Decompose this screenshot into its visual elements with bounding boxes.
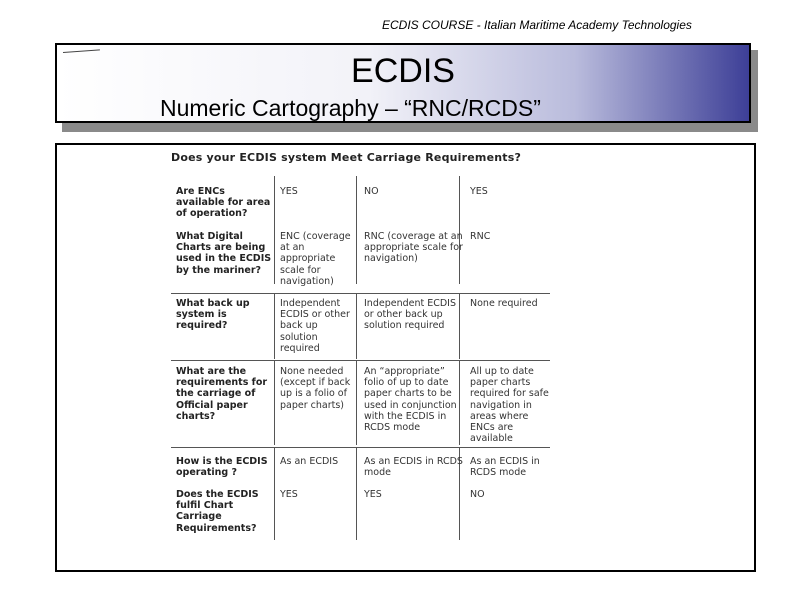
- row-answer-1: YES: [280, 489, 298, 500]
- row-answer-3: YES: [470, 186, 488, 197]
- table-heading: Does your ECDIS system Meet Carriage Requirements?: [171, 151, 522, 164]
- row-answer-3: None required: [470, 298, 538, 309]
- row-answer-2: As an ECDIS in RCDS mode: [364, 456, 463, 479]
- row-question: How is the ECDIS operating ?: [176, 456, 268, 479]
- row-answer-1: Independent ECDIS or other back up solution required: [280, 298, 350, 354]
- row-answer-3: RNC: [470, 231, 491, 242]
- row-divider: [171, 360, 550, 361]
- row-question: Are ENCs available for area of operation?: [176, 186, 271, 220]
- row-answer-2: Independent ECDIS or other back up solution required: [364, 298, 457, 332]
- row-answer-2: YES: [364, 489, 382, 500]
- column-divider: [356, 361, 357, 445]
- row-answer-2: NO: [364, 186, 379, 197]
- row-divider: [171, 447, 550, 448]
- column-divider: [274, 361, 275, 445]
- content-frame: [55, 143, 756, 572]
- row-question: What back up system is required?: [176, 298, 250, 332]
- row-answer-1: YES: [280, 186, 298, 197]
- course-header-text: ECDIS COURSE - Italian Maritime Academy Technologies: [382, 18, 692, 32]
- row-question: What are the requirements for the carriage of Official paper charts?: [176, 366, 268, 422]
- column-divider: [356, 294, 357, 359]
- row-answer-1: None needed (except if back up is a folio of paper charts): [280, 366, 351, 411]
- row-answer-1: ENC (coverage at an appropriate scale for navigation): [280, 231, 351, 287]
- row-divider: [171, 293, 550, 294]
- row-answer-3: All up to date paper charts required for safe navigation in areas where ENCs are available: [470, 366, 549, 445]
- row-question: What Digital Charts are being used in the ECDIS by the mariner?: [176, 231, 272, 276]
- row-answer-3: NO: [470, 489, 485, 500]
- column-divider: [274, 294, 275, 359]
- row-answer-1: As an ECDIS: [280, 456, 339, 467]
- row-question: Does the ECDIS fulfil Chart Carriage Requirements?: [176, 489, 259, 534]
- row-answer-2: RNC (coverage at an appropriate scale for navigation): [364, 231, 463, 265]
- column-divider: [274, 448, 275, 540]
- column-divider: [356, 176, 357, 284]
- title-banner: [55, 43, 751, 123]
- title-main: ECDIS: [351, 52, 455, 90]
- row-answer-3: As an ECDIS in RCDS mode: [470, 456, 540, 479]
- column-divider: [356, 448, 357, 540]
- title-subtitle: Numeric Cartography – “RNC/RCDS”: [160, 95, 541, 121]
- row-answer-2: An “appropriate” folio of up to date paper charts to be used in conjunction with the ECDIS in RCDS mode: [364, 366, 457, 434]
- column-divider: [274, 176, 275, 284]
